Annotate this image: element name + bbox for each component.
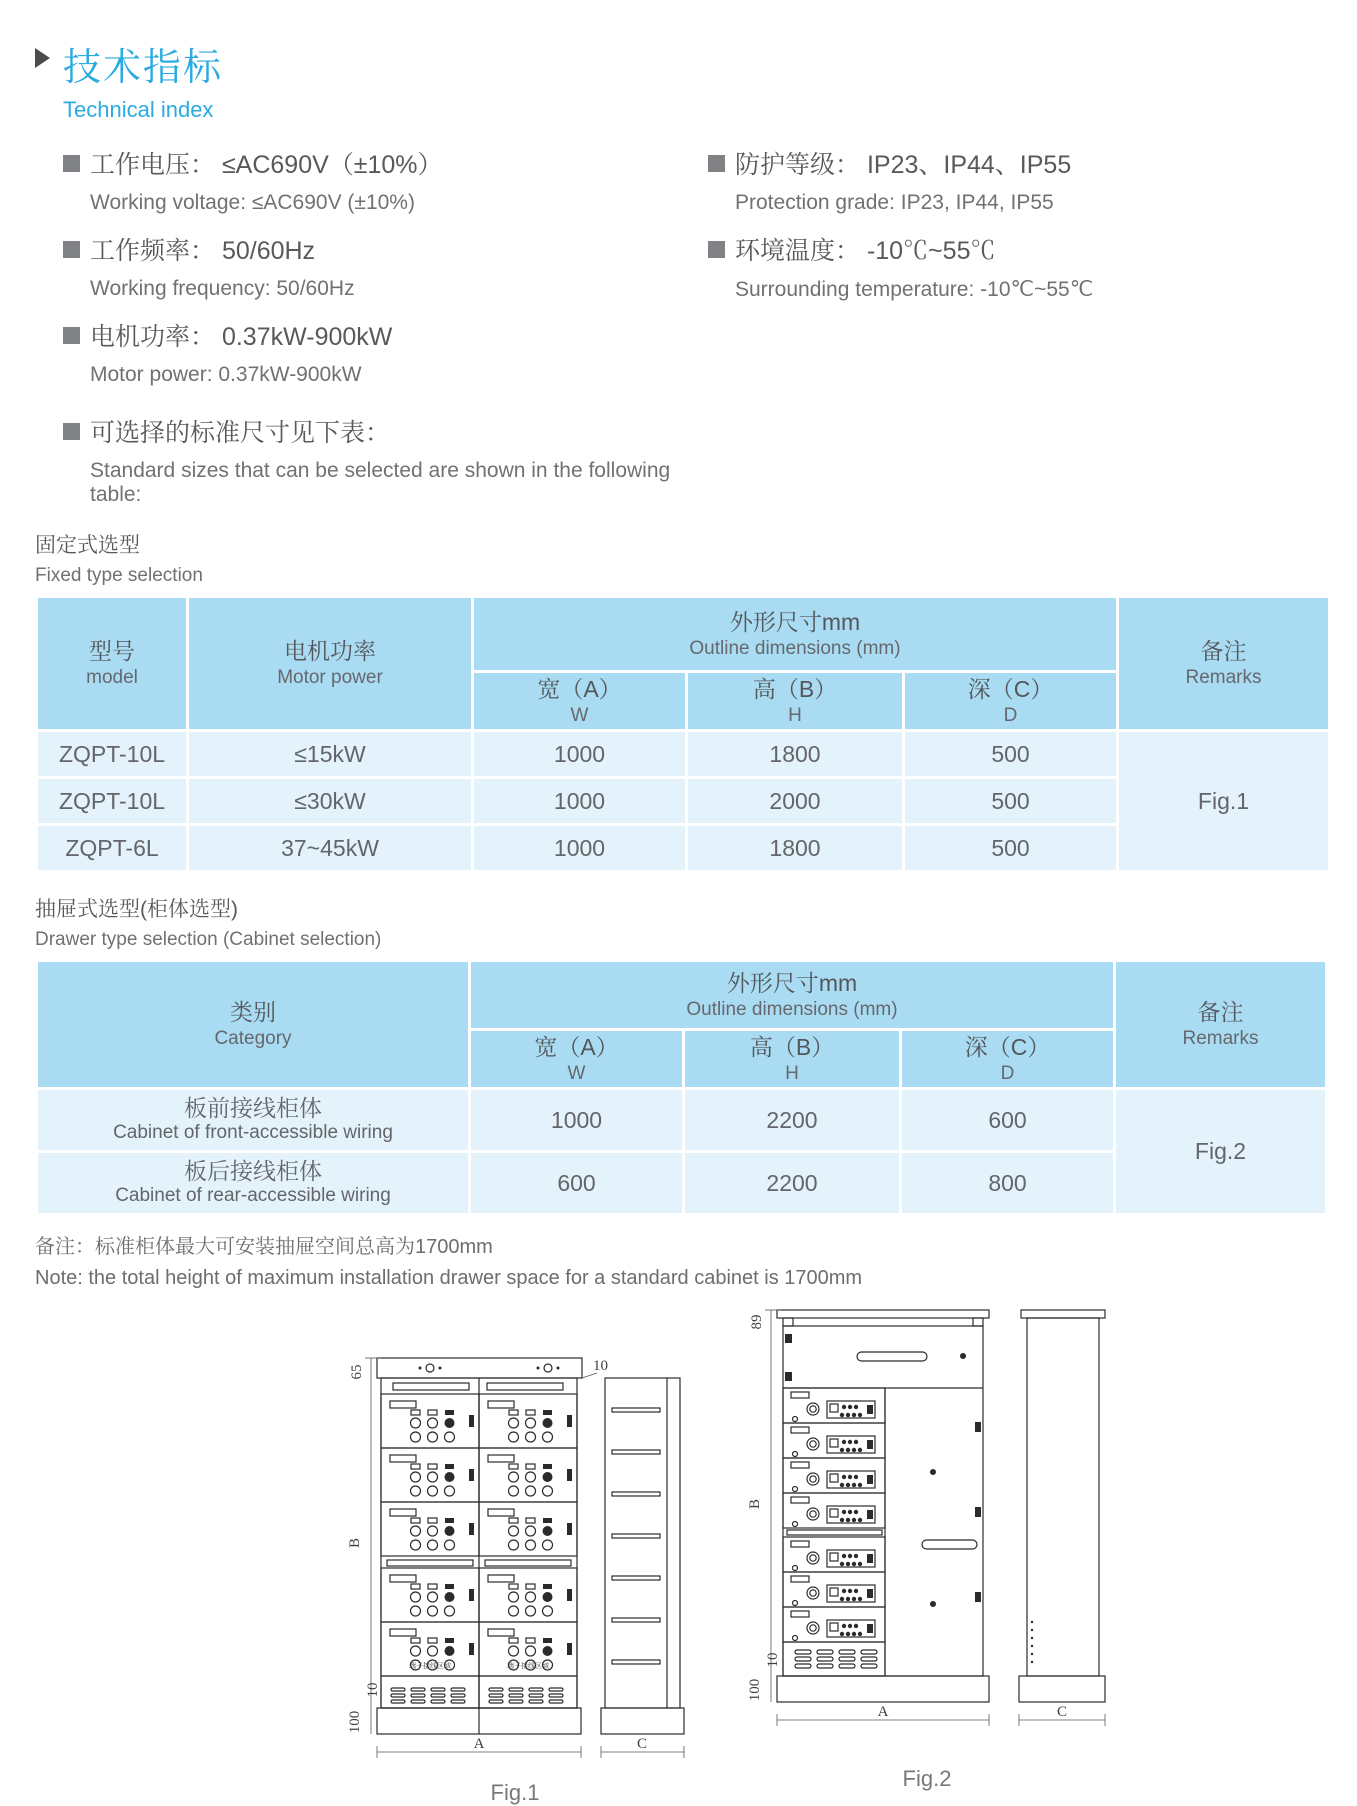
arrow-icon <box>35 48 50 68</box>
spec-en-text: Working frequency: 50/60Hz <box>90 277 355 300</box>
cell-remark-fig1: Fig.1 <box>1119 732 1328 870</box>
cell-height: 2200 <box>685 1153 899 1213</box>
col-header-remarks: 备注 Remarks <box>1119 598 1328 729</box>
cell-height: 1800 <box>688 732 902 776</box>
spec-en-text: Working voltage: ≤AC690V (±10%) <box>90 191 415 214</box>
fig1-dim-B: B <box>347 1537 363 1549</box>
square-bullet-icon <box>63 327 80 344</box>
section-header <box>35 36 1322 123</box>
fig2-dim-C: C <box>1056 1704 1068 1720</box>
fig2-front-view <box>783 1326 983 1676</box>
page-title: 技术指标 <box>63 47 224 89</box>
cell-power: 37~45kW <box>189 826 471 870</box>
fig1-dim-A: A <box>473 1736 485 1752</box>
spec-zh-text: 防护等级： IP23、IP44、IP55 <box>735 151 1072 179</box>
cell-height: 2200 <box>685 1090 899 1150</box>
figure-2 <box>737 1292 1117 1792</box>
col-header-remarks: 备注 Remarks <box>1116 962 1325 1087</box>
spec-en-text: Standard sizes that can be selected are shown in the following table: <box>90 459 671 506</box>
square-bullet-icon <box>708 155 725 172</box>
cell-width: 1000 <box>474 826 685 870</box>
spec-list <box>35 145 1322 523</box>
cell-power: ≤30kW <box>189 779 471 823</box>
col-header-width: 宽（A） W <box>474 673 685 729</box>
spec-item-motor-power <box>63 317 680 387</box>
fig2-dim-10: 10 <box>765 1652 781 1668</box>
fig1-dim-C: C <box>636 1736 648 1752</box>
fig1-dim-100: 100 <box>347 1710 363 1734</box>
spec-item-protection <box>708 145 1322 215</box>
spec-column-left <box>35 145 680 523</box>
fig2-side-view <box>1027 1318 1099 1676</box>
spec-zh-text: 可选择的标准尺寸见下表： <box>90 419 391 447</box>
spec-zh-text: 电机功率： 0.37kW-900kW <box>90 323 393 351</box>
cell-depth: 500 <box>905 826 1116 870</box>
note-zh: 备注：标准柜体最大可安装抽屉空间总高为1700mm <box>35 1236 493 1258</box>
col-header-depth: 深（C） D <box>905 673 1116 729</box>
cell-width: 1000 <box>471 1090 682 1150</box>
square-bullet-icon <box>63 155 80 172</box>
fig2-caption: Fig.2 <box>902 1766 952 1791</box>
cell-depth: 800 <box>902 1153 1113 1213</box>
fig1-terminal-label: 端子接线区域 <box>507 1663 549 1670</box>
col-header-model: 型号 model <box>38 598 186 729</box>
fig2-dim-100: 100 <box>747 1678 763 1702</box>
fixed-type-table <box>35 595 1331 873</box>
cell-width: 600 <box>471 1153 682 1213</box>
col-header-motor-power: 电机功率 Motor power <box>189 598 471 729</box>
cell-height: 1800 <box>688 826 902 870</box>
table1-title-en: Fixed type selection <box>35 565 203 586</box>
page-subtitle: Technical index <box>63 97 214 122</box>
cell-depth: 600 <box>902 1090 1113 1150</box>
figures-row <box>335 1292 1322 1806</box>
cell-depth: 500 <box>905 732 1116 776</box>
spec-en-text: Protection grade: IP23, IP44, IP55 <box>735 191 1054 214</box>
fig1-dim-10-bottom: 10 <box>365 1682 381 1698</box>
fig2-cabinet-drawing <box>737 1292 1117 1764</box>
spec-zh-text: 工作电压： ≤AC690V（±10%） <box>90 151 443 179</box>
spec-en-text: Motor power: 0.37kW-900kW <box>90 363 362 386</box>
fig2-dim-89: 89 <box>749 1314 765 1330</box>
square-bullet-icon <box>708 241 725 258</box>
drawer-type-table <box>35 959 1328 1216</box>
spec-item-standard-sizes <box>63 413 680 507</box>
cell-depth: 500 <box>905 779 1116 823</box>
spec-zh-text: 工作频率： 50/60Hz <box>90 237 316 265</box>
col-header-width: 宽（A） W <box>471 1031 682 1087</box>
spec-item-frequency <box>63 231 680 301</box>
cell-remark-fig2: Fig.2 <box>1116 1090 1325 1213</box>
fig1-terminal-label: 端子接线区域 <box>409 1663 451 1670</box>
fig2-dim-A: A <box>877 1704 889 1720</box>
spec-en-text: Surrounding temperature: -10℃~55℃ <box>735 278 1094 301</box>
col-header-height: 高（B） H <box>685 1031 899 1087</box>
cell-category: 板前接线柜体 Cabinet of front-accessible wiring <box>38 1090 468 1150</box>
col-header-category: 类别 Category <box>38 962 468 1087</box>
cell-width: 1000 <box>474 779 685 823</box>
fig1-side-view <box>605 1378 680 1708</box>
spec-column-right <box>680 145 1322 523</box>
spec-zh-text: 环境温度： -10℃~55℃ <box>735 237 996 265</box>
table-row <box>38 732 1328 776</box>
fig1-caption: Fig.1 <box>490 1780 540 1805</box>
cell-model: ZQPT-10L <box>38 732 186 776</box>
spec-item-voltage <box>63 145 680 215</box>
square-bullet-icon <box>63 423 80 440</box>
col-header-height: 高（B） H <box>688 673 902 729</box>
cell-model: ZQPT-6L <box>38 826 186 870</box>
table2-title-zh: 抽屉式选型(柜体选型) <box>35 898 238 921</box>
fig1-cabinet-drawing <box>335 1338 695 1778</box>
col-header-outline-dimensions: 外形尺寸mm Outline dimensions (mm) <box>474 598 1116 670</box>
spec-item-temperature <box>708 231 1322 302</box>
cell-model: ZQPT-10L <box>38 779 186 823</box>
fig1-dim-10-top: 10 <box>593 1358 608 1374</box>
table-row <box>38 1090 1325 1150</box>
table2-title-en: Drawer type selection (Cabinet selection) <box>35 929 382 950</box>
figure-1 <box>335 1338 695 1806</box>
fig2-dim-B: B <box>747 1498 763 1510</box>
cell-power: ≤15kW <box>189 732 471 776</box>
cell-category: 板后接线柜体 Cabinet of rear-accessible wiring <box>38 1153 468 1213</box>
square-bullet-icon <box>63 241 80 258</box>
col-header-outline-dimensions: 外形尺寸mm Outline dimensions (mm) <box>471 962 1113 1028</box>
table1-title-zh: 固定式选型 <box>35 534 140 557</box>
cell-width: 1000 <box>474 732 685 776</box>
cell-height: 2000 <box>688 779 902 823</box>
note-en: Note: the total height of maximum installation drawer space for a standard cabinet is 1700mm <box>35 1267 863 1289</box>
col-header-depth: 深（C） D <box>902 1031 1113 1087</box>
fig1-dim-65: 65 <box>349 1364 365 1380</box>
